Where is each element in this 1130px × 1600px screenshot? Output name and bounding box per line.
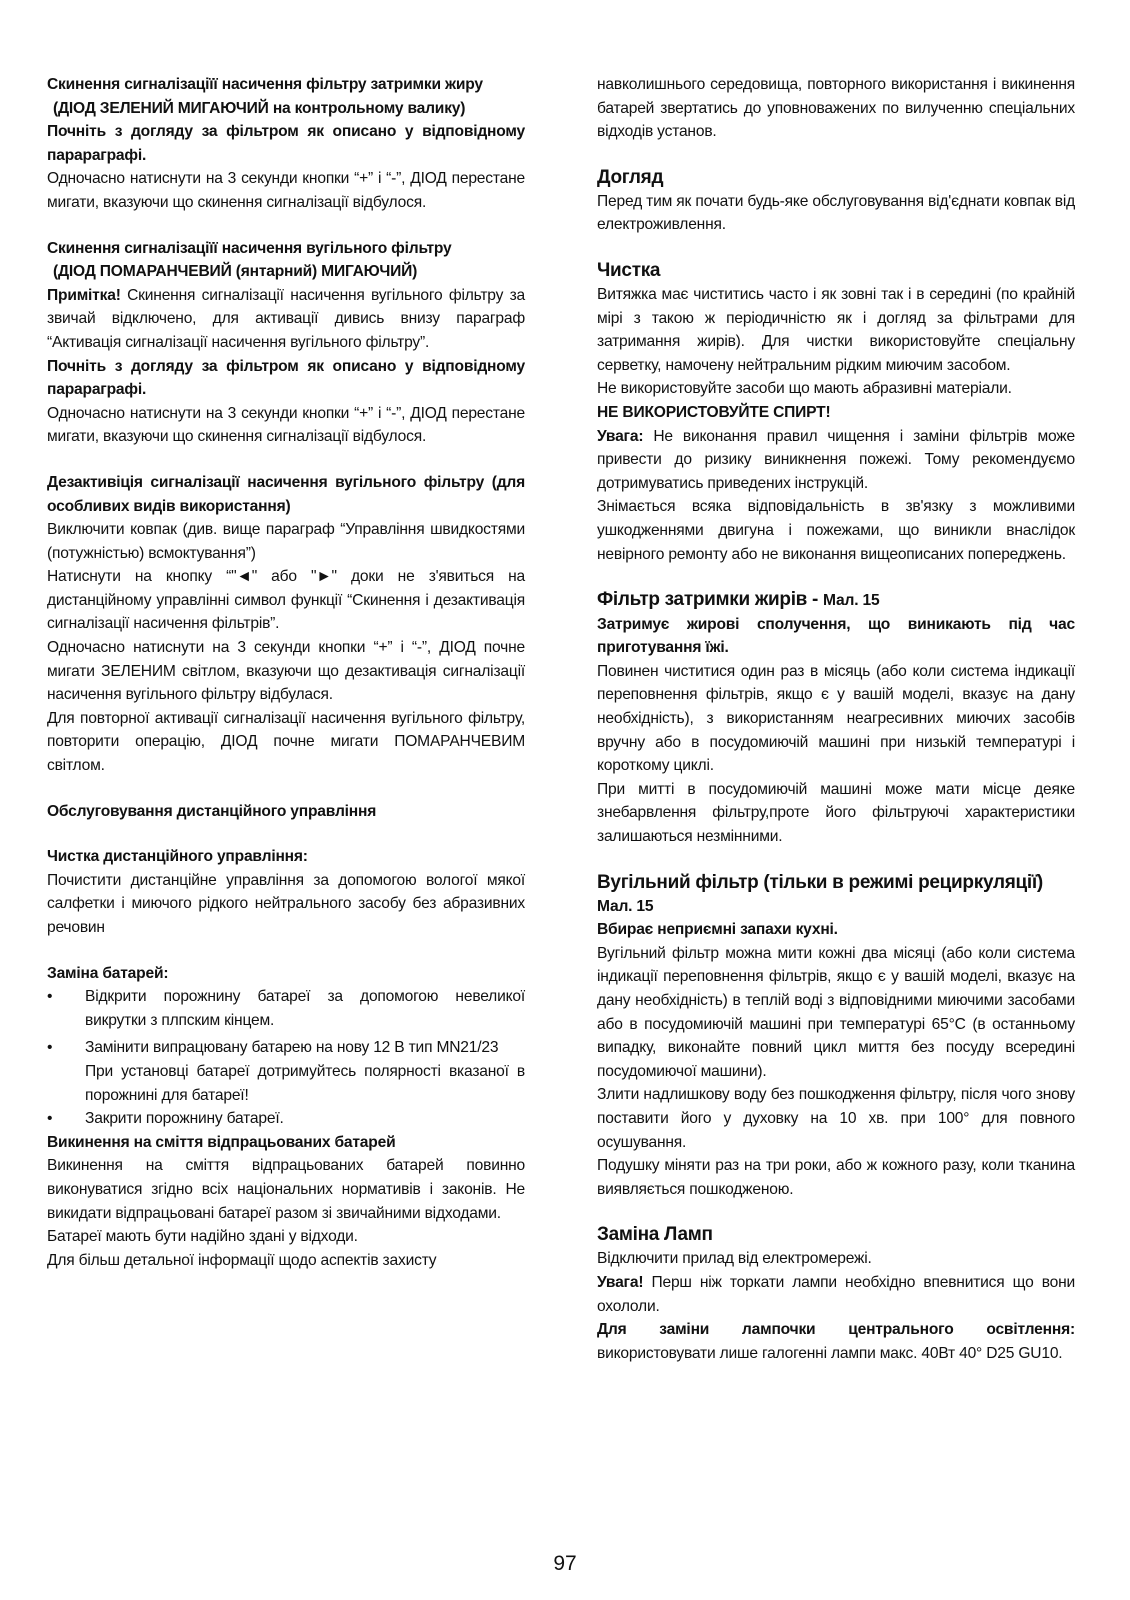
paragraph: Виключити ковпак (див. вище параграф “Управління швидкостями (потужністью) всмоктування”) [47,521,525,562]
section-title-battery-replacement: Заміна батарей: [47,964,169,982]
figure-reference: Мал. 15 [597,897,654,915]
list-item: • Замінити випрацювану батарею на нову 12 В тип MN21/23 [47,1036,525,1060]
right-column [597,73,1075,1365]
paragraph: Відключити прилад від електромережі. [597,1250,872,1268]
warning-paragraph [597,425,1075,496]
note-paragraph [47,284,525,355]
section-subtitle-green-led: (ДІОД ЗЕЛЕНИЙ МИГАЮЧИЙ на контрольному валику) [53,99,466,117]
paragraph: Батареї мають бути надійно здані у відходи. [47,1228,358,1246]
list-item: • Відкрити порожнину батареї за допомогою невеликої викрутки з плпским кінцем. [47,985,525,1032]
list-item-continuation: При установці батареї дотримуйтесь полярності вказаної в порожнині для батареї! [85,1062,525,1104]
section-title-grease-alarm-reset: Скинення сигналізаціїї насичення фільтру затримки жиру [47,76,483,93]
central-lamp-text: використовувати лише галогенні лампи макс. 40Вт 40° D25 GU10. [597,1344,1063,1362]
paragraph: Знімається всяка відповідальність в зв'язку з можливими ушкодженнями двигуна і пожежами, що виникли внаслідок невірного ремонту або не виконання вищеописаних попереджень. [597,498,1075,563]
bullet: • [47,1110,53,1128]
section-title-grease-filter: Фільтр затримки жирів - Мал. 15 [597,589,880,611]
figure-reference: Мал. 15 [823,592,880,610]
section-subtitle-orange-led: (ДІОД ПОМАРАНЧЕВИЙ (янтарний) МИГАЮЧИЙ) [53,263,418,281]
start-instruction: Почніть з догляду за фільтром як описано у відповідному парараграфі. [47,357,525,399]
warning-label: Увага: [597,427,644,445]
paragraph: Викинення на сміття відпрацьованих батарей повинно виконуватися згідно всіх національних нормативів і законів. Не викидати відпрацьовані батареї разом зі звичайними відходами. [47,1157,525,1222]
list-item: • Закрити порожнину батареї. [47,1107,525,1131]
paragraph: Одночасно натиснути на 3 секунди кнопки “+” і “-”, ДІОД перестане мигати, вказуючи що скинення сигналізації відбулося. [47,404,525,446]
paragraph: Повинен чиститися один раз в місяць (або коли система індикації переповнення фільтрів, якщо є у вашій моделі, вказує на дану необхідність), з використанням неагресивних миючих засобів вручну або в посудомиючій машині при низькій температурі і короткому циклі. [597,662,1075,775]
section-title-lamp-replacement: Заміна Ламп [597,1224,713,1246]
paragraph: При митті в посудомиючій машині може мати місце деяке знебарвлення фільтру,проте його фільтруючі характеристики залишаються незмінними. [597,780,1075,846]
paragraph: Одночасно натиснути на 3 секунди кнопки “+” і “-”, ДІОД почне мигати ЗЕЛЕНИМ світлом, вказуючи що дезактивація сигналізації насичення вугільного фільтру відбулася. [47,639,525,704]
section-title-carbon-alarm-deactivation: Дезактивіція сигналізації насичення вугільного фільтру (для особливих видів використання) [47,473,525,515]
paragraph: Злити надлишкову воду без пошкодження фільтру, після чого знову поставити його у духовку на 10 хв. при 100° для повного осушування. [597,1086,1075,1151]
central-lamp-paragraph [597,1318,1075,1365]
section-title-cleaning: Чистка [597,259,661,281]
warning-paragraph [597,1271,1075,1318]
paragraph: Витяжка має чиститись часто і як зовні так і в середині (по крайній мірі з такою ж періодичністю як і догляд за фільтрами для затримання жирів). Для чистки використовуйте спеціальну серветку, намочену нейтральним рідким миючим засобом. [597,285,1075,374]
paragraph: Не використовуйте засоби що мають абразивні матеріали. [597,380,1012,398]
paragraph-continuation: навколишнього середовища, повторного використання і викинення батарей звертатись до уповноважених по вилученню спеціальних відходів установ. [597,76,1075,141]
note-text: Скинення сигналізації насичення вугільного фільтру за звичай відключено, для активації дивись внизу параграф “Активація сигналізації насичення вугільного фільтру”. [47,286,525,351]
section-title-care: Догляд [597,166,664,188]
section-title-carbon-filter: Вугільний фільтр (тільки в режимі рециркуляції) [597,871,1043,893]
bullet: • [47,988,53,1006]
page-number: 97 [553,1552,577,1575]
section-title-remote-maintenance: Обслуговування дистанційного управління [47,802,377,820]
start-instruction: Почніть з догляду за фільтром як описано у відповідному парараграфі. [47,123,525,164]
warning-text: Перш ніж торкати лампи необхідно впевнитися що вони охололи. [597,1273,1075,1315]
bullet: • [47,1039,53,1057]
left-column [47,73,525,1272]
warning-text: Не виконання правил чищення і заміни фільтрів може привести до ризику виникнення пожежі. Тому рекомендуємо дотримуватись приведених інструкцій. [597,427,1075,492]
battery-steps-list [47,985,525,1131]
warning-label: Увага! [597,1273,644,1291]
paragraph: Для повторної активації сигналізації насичення вугільного фільтру, повторити операцію, ДІОД почне мигати ПОМАРАНЧЕВИМ світлом. [47,709,525,775]
paragraph: Натиснути на кнопку “"◄" або "►" доки не з'явиться на дистанційному управлінні символ функції “Скинення і дезактивація сигналізації насичення фільтрів”. [47,568,525,633]
paragraph: Подушку міняти раз на три роки, або ж кожного разу, коли тканина виявляється пошкодженою. [597,1157,1075,1198]
paragraph: Перед тим як почати будь-яке обслуговування від'єднати ковпак від електроживлення. [597,192,1075,234]
section-subtitle: Затримує жирові сполучення, що виникають під час приготування їжі. [597,615,1075,657]
section-title-battery-disposal: Викинення на сміття відпрацьованих батарей [47,1133,396,1151]
paragraph: Вугільний фільтр можна мити кожні два місяці (або коли система індикації переповнення фільтрів, якщо є у вашій моделі, вказує на дану необхідність) в теплій воді з відповідними миючими засобами або в посудомиючій машині при температурі 65°С (в останньому випадку, виконайте повний цикл миття без посуду всередині посудомиючої машини). [597,944,1075,1080]
warning-no-alcohol: НЕ ВИКОРИСТОВУЙТЕ СПИРТ! [597,403,831,421]
note-label: Примітка! [47,286,121,304]
section-title-remote-cleaning: Чистка дистанційного управління: [47,848,308,866]
central-lamp-label: Для заміни лампочки центрального освітлення: [597,1321,1075,1339]
section-subtitle: Вбирає неприємні запахи кухні. [597,921,838,939]
paragraph: Для більш детальної інформації щодо аспектів захисту [47,1251,437,1269]
paragraph: Почистити дистанційне управління за допомогою вологої мякої салфетки і миючого рідкого нейтрального засобу без абразивних речовин [47,871,525,936]
paragraph: Одночасно натиснути на 3 секунди кнопки “+” і “-”, ДІОД перестане мигати, вказуючи що скинення сигналізації відбулося. [47,170,525,211]
section-title-carbon-alarm-reset: Скинення сигналізаціїї насичення вугільного фільтру [47,239,452,257]
